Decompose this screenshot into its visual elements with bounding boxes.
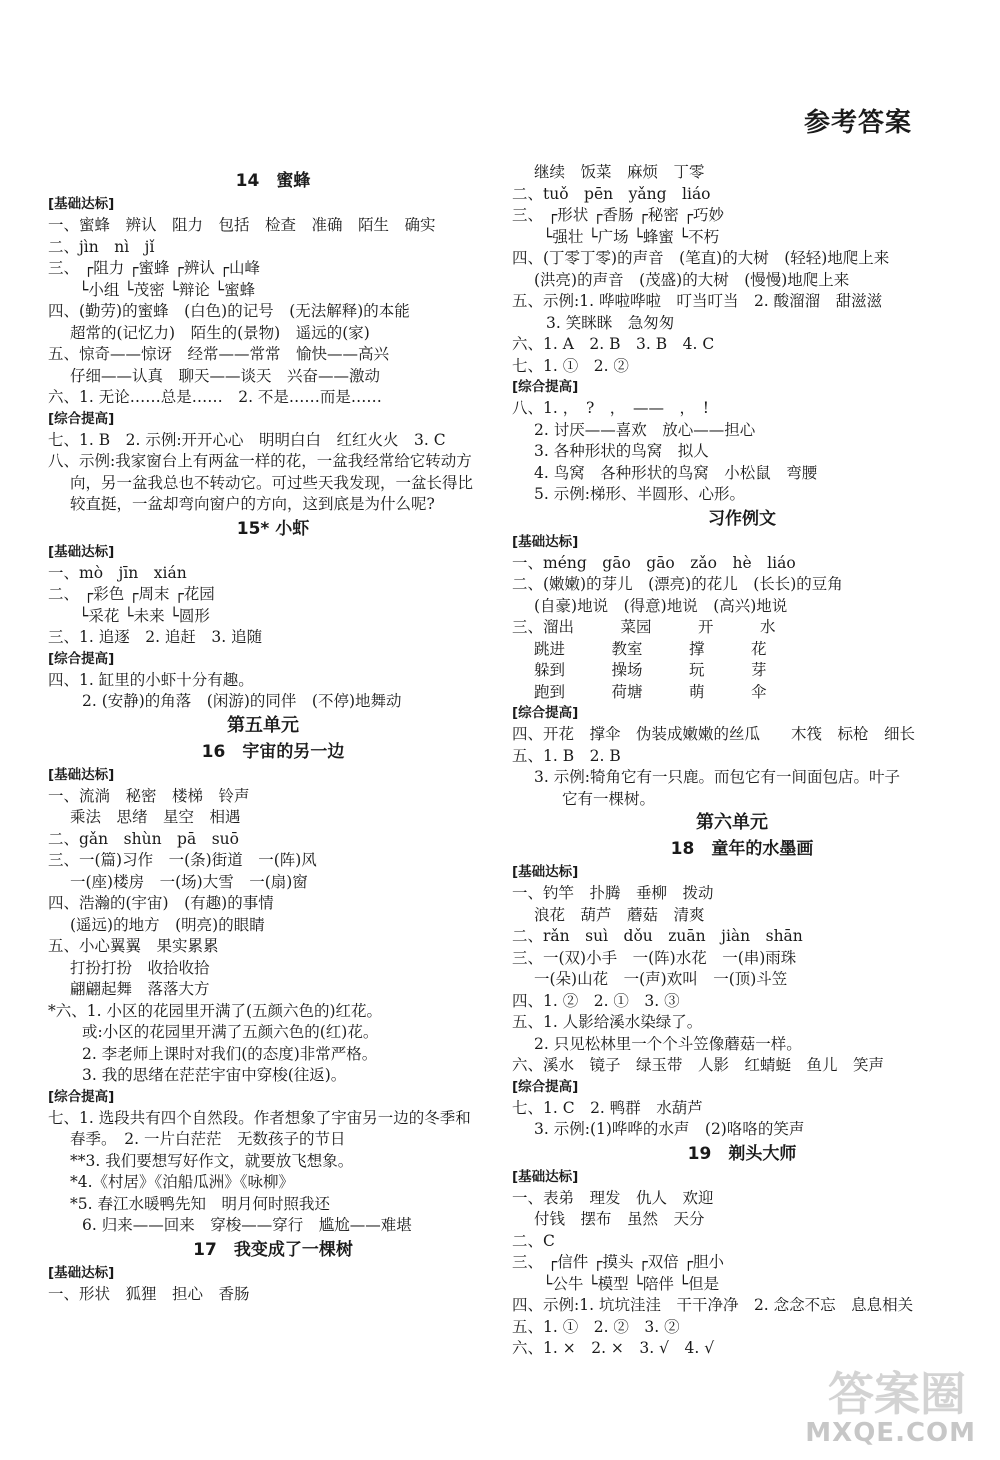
answer-line: 三、溜出 菜园 开 水 [512, 618, 776, 636]
answer-line: 6. 归来——回来 穿梭——穿行 尴尬——难堪 [82, 1216, 412, 1234]
answer-line: 六、1. 无论……总是…… 2. 不是……而是…… [48, 388, 382, 406]
answer-line: 五、1. ① 2. ② 3. ② [512, 1317, 680, 1336]
lesson-title: 17 我变成了一棵树 [193, 1239, 353, 1260]
answer-line: (自豪)地说 (得意)地说 (高兴)地说 [534, 596, 788, 615]
answer-line: └采花 └未来 └圆形 [48, 606, 210, 625]
answer-line: (遥远)的地方 (明亮)的眼睛 [70, 915, 265, 934]
answer-line: └公牛 └模型 └陪伴 └但是 [512, 1274, 720, 1293]
section-label: [基础达标] [48, 766, 115, 783]
answer-line: 2. 讨厌——喜欢 放心——担心 [534, 420, 756, 439]
answer-line: 七、1. C 2. 鸭群 水葫芦 [512, 1098, 703, 1117]
answer-line: 七、1. 选段共有四个自然段。作者想象了宇宙另一边的冬季和 [48, 1108, 471, 1127]
answer-line: 它有一棵树。 [562, 789, 656, 808]
answer-line: └小组 └茂密 └辩论 └蜜蜂 [48, 280, 256, 299]
answer-line: 一(座)楼房 一(场)大雪 一(扇)窗 [70, 872, 308, 891]
answer-line: 乘法 思绪 星空 相遇 [70, 808, 241, 826]
section-label: [综合提高] [512, 1078, 579, 1095]
answer-line: └强壮 └广场 └蜂蜜 └不朽 [512, 227, 720, 246]
lesson-title: 16 宇宙的另一边 [201, 741, 345, 762]
answer-line: 三、一(双)小手 一(阵)水花 一(串)雨珠 [512, 948, 797, 967]
answer-line: 二、tuǒ pēn yǎng liáo [512, 184, 711, 203]
answer-line: 二、jìn nì jǐ [48, 237, 155, 256]
answer-line: 二、C [512, 1231, 555, 1250]
answer-line: 八、1. ， ? ， —— ， ! [512, 399, 710, 417]
answer-line: 付钱 摆布 虽然 天分 [534, 1210, 705, 1228]
lesson-title: 19 剃头大师 [687, 1143, 797, 1164]
answer-line: 二、rǎn suì dǒu zuān jiàn shān [512, 927, 803, 945]
answer-line: 五、1. 人影给溪水染绿了。 [512, 1013, 703, 1031]
lesson-title: 18 童年的水墨画 [670, 839, 814, 859]
answer-line: 春季。 2. 一片白茫茫 无数孩子的节日 [70, 1130, 346, 1148]
answer-line: 四、1. ② 2. ① 3. ③ [512, 991, 680, 1010]
lesson-title: 习作例文 [708, 508, 776, 529]
answer-line: 仔细——认真 聊天——谈天 兴奋——激动 [70, 366, 381, 385]
answer-line: 继续 饭菜 麻烦 丁零 [534, 163, 705, 181]
answer-line: 三、 ┌形状 ┌香肠 ┌秘密 ┌巧妙 [512, 206, 725, 224]
answer-line: 一、流淌 秘密 楼梯 铃声 [48, 786, 250, 805]
answer-line: 跳进 教室 撑 花 [534, 639, 767, 658]
answer-line: 一、méng gāo gāo zǎo hè liáo [512, 553, 796, 572]
page-header-title: 参考答案 [803, 108, 912, 138]
answer-line: 七、1. ① 2. ② [512, 356, 629, 375]
answer-line: 跑到 荷塘 萌 伞 [534, 682, 767, 701]
answer-line: 打扮打扮 收拾收拾 [70, 958, 210, 977]
answer-line: 3. 各种形状的鸟窝 拟人 [534, 442, 709, 460]
answer-line: 五、示例:1. 哗啦哗啦 叮当叮当 2. 酸溜溜 甜滋滋 [512, 292, 883, 310]
section-label: [综合提高] [512, 705, 579, 721]
answer-line: *4.《村居》《泊船瓜洲》《咏柳》 [70, 1173, 295, 1191]
lesson-title: 14 蜜蜂 [235, 171, 311, 191]
answer-line: 三、 ┌阻力 ┌蜜蜂 ┌辨认 ┌山峰 [48, 259, 261, 277]
answer-line: 躲到 操场 玩 芽 [534, 661, 767, 679]
answer-line: 四、示例:1. 坑坑洼洼 干干净净 2. 念念不忘 息息相关 [512, 1296, 914, 1314]
answer-line: 一、表弟 理发 仇人 欢迎 [512, 1188, 714, 1207]
answer-line: 2. 李老师上课时对我们(的态度)非常严格。 [82, 1044, 378, 1063]
answer-line: 八、示例:我家窗台上有两盆一样的花，一盆我经常给它转动方 [48, 452, 472, 470]
answer-line: 一、钓竿 扑腾 垂柳 拨动 [512, 884, 714, 902]
watermark-logo [786, 1358, 976, 1448]
answer-line: 3. 示例:犄角它有一只鹿。而包它有一间面包店。叶子 [534, 768, 900, 786]
lesson-title: 15* 小虾 [236, 518, 310, 539]
answer-line: *5. 春江水暖鸭先知 明月何时照我还 [70, 1194, 330, 1213]
answer-line: 二、(嫩嫩)的芽儿 (漂亮)的花儿 (长长)的豆角 [512, 575, 843, 593]
watermark-icon: 答案圈 [828, 1367, 966, 1421]
answer-line: 一、形状 狐狸 担心 香肠 [48, 1284, 250, 1303]
answer-line: 三、一(篇)习作 一(条)街道 一(阵)风 [48, 851, 317, 869]
answer-line: 四、(勤劳)的蜜蜂 (白色)的记号 (无法解释)的本能 [48, 302, 410, 320]
answer-line: 一、mò jīn xián [48, 563, 187, 582]
watermark-text: MXQE.COM [805, 1418, 976, 1448]
answer-line: 5. 示例:梯形、半圆形、心形。 [534, 485, 745, 503]
answer-line: 3. 示例:(1)哗哗的水声 (2)咯咯的笑声 [534, 1120, 805, 1138]
answer-line: 一(朵)山花 一(声)欢叫 一(顶)斗笠 [534, 970, 788, 988]
answer-line: 较直挺，一盆却弯向窗户的方向，这到底是为什么呢? [70, 495, 435, 513]
left-column [48, 168, 478, 1305]
answer-line: 3. 笑眯眯 急匆匆 [546, 313, 675, 332]
answer-line: 四、1. 缸里的小虾十分有趣。 [48, 670, 254, 689]
answer-line: 六、1. A 2. B 3. B 4. C [512, 335, 715, 353]
section-label: [综合提高] [48, 650, 115, 667]
answer-line: 五、1. B 2. B [512, 746, 621, 765]
answer-line: 六、1. × 2. × 3. √ 4. √ [512, 1339, 715, 1357]
answer-line: 三、1. 追逐 2. 追赶 3. 追随 [48, 628, 263, 646]
answer-line: 或:小区的花园里开满了五颜六色的(红)花。 [82, 1023, 379, 1041]
right-column [512, 162, 952, 1360]
unit-heading: 第五单元 [227, 714, 299, 736]
answer-line: 四、浩瀚的(宇宙) (有趣)的事情 [48, 894, 274, 912]
answer-line: 翩翩起舞 落落大方 [70, 980, 210, 998]
answer-line: 二、 ┌彩色 ┌周末 ┌花园 [48, 585, 215, 603]
answer-line: **3. 我们要想写好作文，就要放飞想象。 [70, 1151, 354, 1170]
answer-line: 六、溪水 镜子 绿玉带 人影 红蜻蜓 鱼儿 笑声 [512, 1056, 885, 1074]
answer-line: 四、开花 撑伞 伪装成嫩嫩的丝瓜 木筏 标枪 细长 [512, 725, 916, 743]
answer-line: 向，另一盆我总也不转动它。可过些天我发现，一盆长得比 [70, 473, 474, 492]
section-label: [基础达标] [512, 1168, 579, 1185]
answer-line: 三、 ┌信件 ┌摸头 ┌双倍 ┌胆小 [512, 1253, 725, 1271]
section-label: [基础达标] [48, 196, 115, 212]
answer-line: 2. 只见松林里一个个斗笠像蘑菇一样。 [534, 1034, 802, 1053]
answer-line: 4. 鸟窝 各种形状的鸟窝 小松鼠 弯腰 [534, 463, 818, 482]
answer-line: 超常的(记忆力) 陌生的(景物) 遥远的(家) [70, 323, 370, 342]
section-label: [基础达标] [512, 533, 579, 550]
section-label: [基础达标] [48, 1264, 115, 1281]
answer-line: (洪亮)的声音 (茂盛)的大树 (慢慢)地爬上来 [534, 270, 850, 289]
answer-line: 五、小心翼翼 果实累累 [48, 937, 219, 955]
section-label: [基础达标] [512, 864, 579, 880]
answer-line: *六、1. 小区的花园里开满了(五颜六色的)红花。 [48, 1001, 383, 1020]
answer-line: 七、1. B 2. 示例:开开心心 明明白白 红红火火 3. C [48, 430, 446, 449]
section-label: [综合提高] [512, 379, 579, 395]
section-label: [综合提高] [48, 1088, 115, 1105]
answer-line: 浪花 葫芦 蘑菇 清爽 [534, 905, 705, 924]
answer-line: 一、蜜蜂 辨认 阻力 包括 检查 准确 陌生 确实 [48, 216, 436, 234]
answer-line: 二、gǎn shùn pā suō [48, 829, 239, 848]
section-label: [综合提高] [48, 410, 115, 427]
unit-heading: 第六单元 [696, 812, 768, 833]
section-label: [基础达标] [48, 543, 115, 560]
answer-line: 3. 我的思绪在茫茫宇宙中穿梭(往返)。 [82, 1066, 347, 1084]
answer-line: 五、惊奇——惊讶 经常——常常 愉快——高兴 [48, 345, 390, 363]
answer-line: 2. (安静)的角落 (闲游)的同伴 (不停)地舞动 [82, 692, 402, 710]
answer-line: 四、(丁零丁零)的声音 (笔直)的大树 (轻轻)地爬上来 [512, 249, 890, 267]
